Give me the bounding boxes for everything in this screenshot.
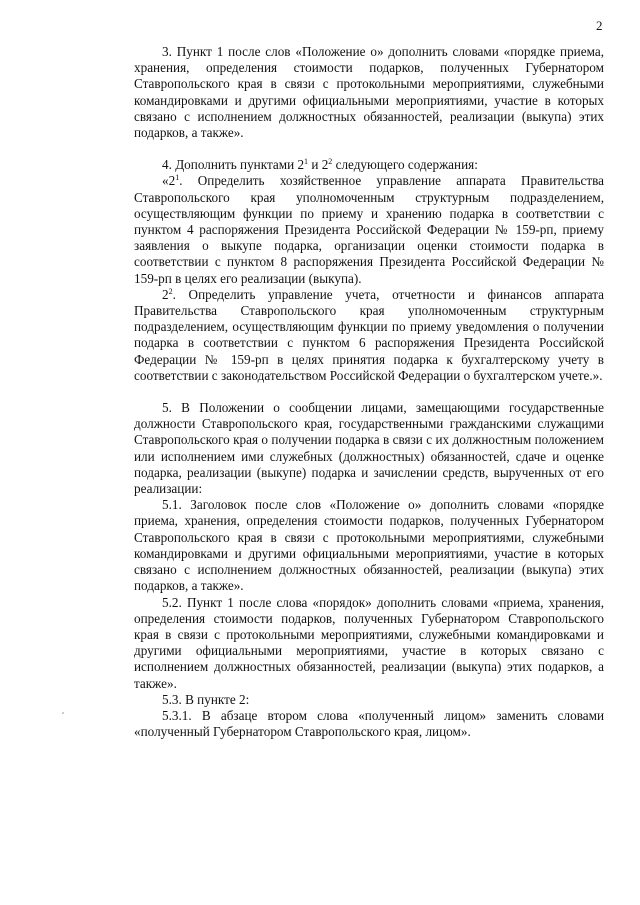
- paragraph-4-2-2: $2^2$. Определить управление учета, отчетности и финансов аппарата Правительства Ставропольского края уполномоченным структурным подразделением, осуществляющим функции по приему уведомления о получении подарка в соответствии с пунктом 6 распоряжения Президента Российской Федерации № 159-рп в целях принятия подарка к бухгалтерскому учету в соответствии с законодательством Российской Федерации о бухгалтерском учете.».: [134, 286, 604, 383]
- paragraph-3: 3. Пункт 1 после слов «Положение о» дополнить словами «порядке приема, хранения, определения стоимости подарков, полученных Губернатором Ставропольского края в связи с протокольными мероприятиями, служебными командировками и другими официальными мероприятиями, участие в которых связано с исполнением должностных обязанностей, реализации (выкупа) этих подарков, а также».: [134, 44, 604, 141]
- page-number: 2: [596, 18, 603, 33]
- document-body: [134, 44, 604, 740]
- paragraph-5-3-1: 5.3.1. В абзаце втором слова «полученный лицом» заменить словами «полученный Губернатором Ставропольского края, лицом».: [134, 707, 604, 740]
- paragraph-4-2-1: «$2^1$. Определить хозяйственное управление аппарата Правительства Ставропольского края уполномоченным структурным подразделением, осуществляющим функции по приему и хранению подарка в соответствии с пунктом 4 распоряжения Президента Российской Федерации № 159-рп, приему заявления о выкупе подарка, организации оценки стоимости подарка в соответствии с пунктом 8 распоряжения Президента Российской Федерации № 159-рп в целях его реализации (выкупа).: [134, 173, 604, 286]
- paragraph-4: 4. Дополнить пунктами $2^1$ и $2^2$ следующего содержания:: [162, 157, 478, 173]
- paragraph-5-3: 5.3. В пункте 2:: [162, 691, 250, 707]
- scan-speck: [62, 712, 64, 714]
- paragraph-5: 5. В Положении о сообщении лицами, замещающими государственные должности Ставропольского края, государственными гражданскими служащими Ставропольского края о получении подарка в связи с их должностным положением или исполнением ими служебных (должностных) обязанностей, сдаче и оценке подарка, реализации (выкупе) подарка и зачислении средств, вырученных от его реализации:: [134, 400, 604, 497]
- paragraph-5-1: 5.1. Заголовок после слов «Положение о» дополнить словами «порядке приема, хранения, определения стоимости подарков, полученных Губернатором Ставропольского края в связи с протокольными мероприятиями, служебными командировками и другими официальными мероприятиями, участие в которых связано с исполнением должностных обязанностей, реализации (выкупа) этих подарков, а также».: [134, 497, 604, 594]
- paragraph-5-2: 5.2. Пункт 1 после слова «порядок» дополнить словами «приема, хранения, определения стоимости подарков, полученных Губернатором Ставропольского края в связи с протокольными мероприятиями, служебными командировками и другими официальными мероприятиями, участие в которых связано с исполнением должностных обязанностей, реализации (выкупа) этих подарков, а также».: [134, 594, 604, 691]
